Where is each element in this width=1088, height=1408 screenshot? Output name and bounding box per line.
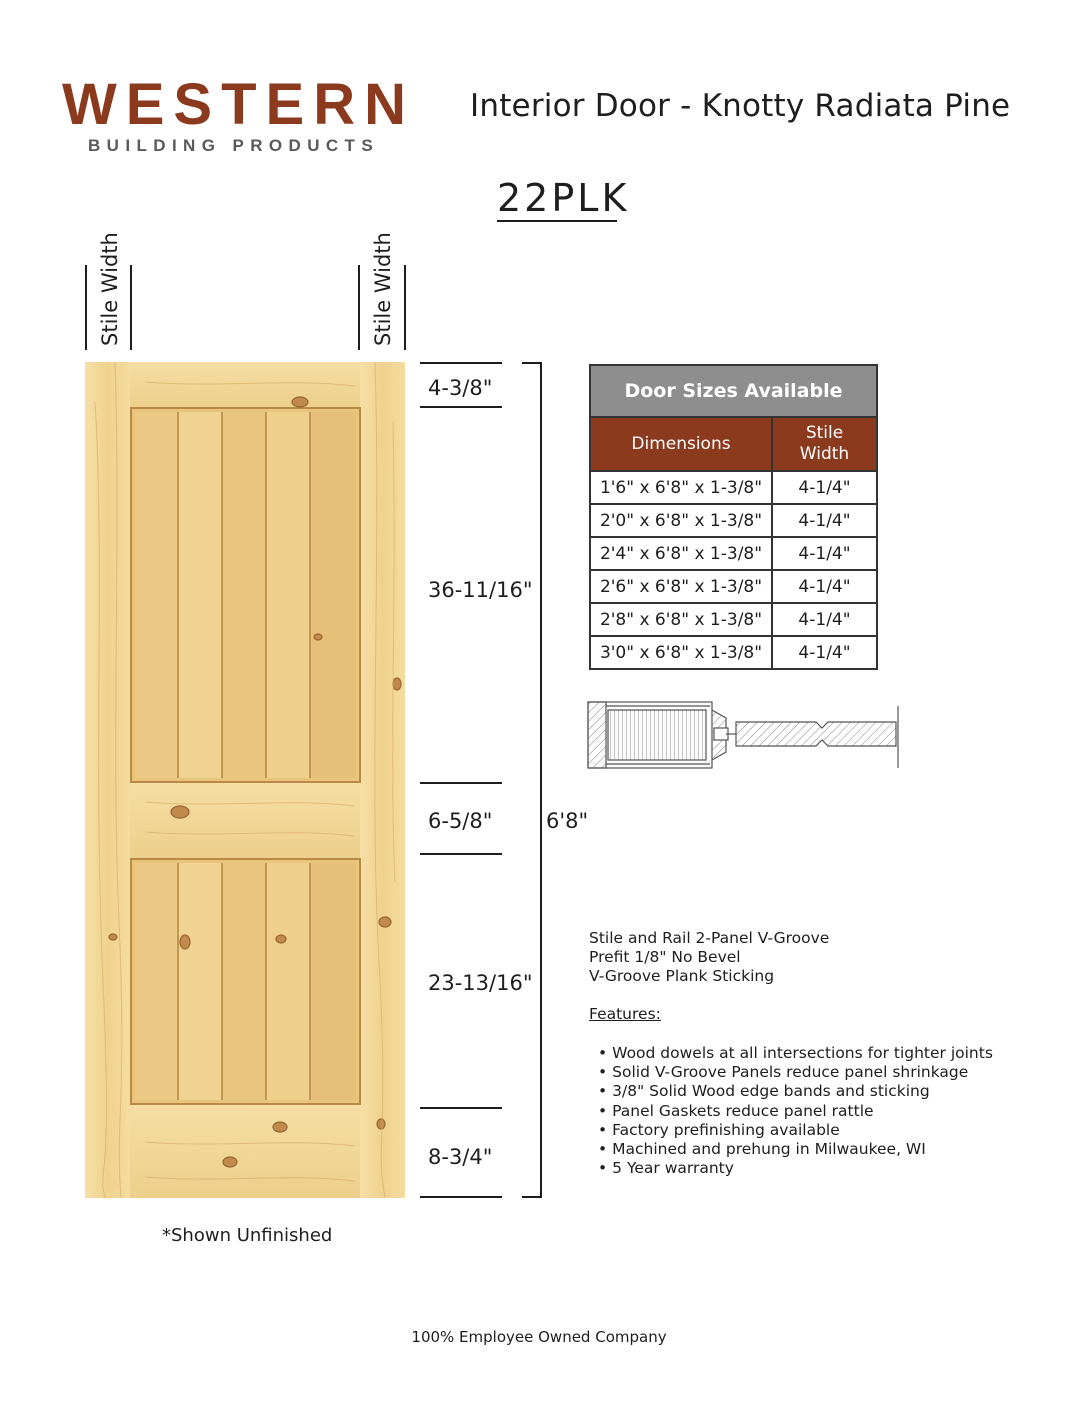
height-bracket-line (540, 362, 542, 1198)
dim-lower-panel: 23-13/16" (428, 971, 533, 995)
table-row (590, 471, 877, 504)
company-logo-wordmark: WESTERN (62, 72, 415, 137)
stile-marker-line (404, 265, 406, 350)
stile-width-label-right: Stile Width (371, 232, 395, 346)
table-cell-stile: 4-1/4" (772, 504, 877, 537)
list-item: • Solid V-Groove Panels reduce panel shrinkage (598, 1063, 993, 1082)
list-item: • Wood dowels at all intersections for tighter joints (598, 1044, 993, 1063)
table-header-dimensions: Dimensions (590, 417, 772, 471)
lower-panel (131, 859, 360, 1104)
features-heading: Features: (589, 1005, 661, 1023)
table-cell-stile: 4-1/4" (772, 537, 877, 570)
table-row (590, 636, 877, 669)
table-row (590, 537, 877, 570)
table-row (590, 603, 877, 636)
desc-line-1: Stile and Rail 2-Panel V-Groove (589, 929, 830, 947)
door-illustration (85, 362, 405, 1198)
table-cell-size: 2'0" x 6'8" x 1-3/8" (590, 504, 772, 537)
table-cell-stile: 4-1/4" (772, 570, 877, 603)
dimension-tick (420, 782, 502, 784)
left-stile (85, 362, 130, 1198)
dimension-tick (420, 406, 502, 408)
dim-overall-height: 6'8" (546, 809, 589, 833)
table-cell-size: 2'6" x 6'8" x 1-3/8" (590, 570, 772, 603)
features-list (598, 1044, 993, 1178)
table-cell-stile: 4-1/4" (772, 603, 877, 636)
desc-line-2: Prefit 1/8" No Bevel (589, 948, 741, 966)
table-cell-size: 3'0" x 6'8" x 1-3/8" (590, 636, 772, 669)
door-profile-cross-section (586, 698, 902, 772)
dim-bottom-rail: 8-3/4" (428, 1145, 493, 1169)
dim-lock-rail: 6-5/8" (428, 809, 493, 833)
lock-rail (130, 782, 360, 858)
model-number: 22PLK (497, 176, 630, 220)
table-row (590, 570, 877, 603)
list-item: • Machined and prehung in Milwaukee, WI (598, 1140, 993, 1159)
table-row (590, 504, 877, 537)
finish-note: *Shown Unfinished (162, 1225, 333, 1246)
door-sizes-table (589, 364, 878, 670)
upper-panel (131, 408, 360, 782)
footer-text: 100% Employee Owned Company (411, 1328, 667, 1346)
list-item: • 5 Year warranty (598, 1159, 993, 1178)
stile-marker-line (130, 265, 132, 350)
dim-upper-panel: 36-11/16" (428, 578, 533, 602)
table-cell-size: 2'8" x 6'8" x 1-3/8" (590, 603, 772, 636)
company-logo-tagline: BUILDING PRODUCTS (88, 136, 380, 155)
list-item: • Factory prefinishing available (598, 1121, 993, 1140)
stile-marker-line (358, 265, 360, 350)
list-item: • 3/8" Solid Wood edge bands and sticking (598, 1082, 993, 1101)
dim-top-rail: 4-3/8" (428, 376, 493, 400)
list-item: • Panel Gaskets reduce panel rattle (598, 1102, 993, 1121)
table-header-stile-width: Stile Width (772, 417, 877, 471)
dimension-tick (420, 362, 502, 364)
bottom-rail (130, 1104, 360, 1198)
dimension-tick (420, 853, 502, 855)
table-cell-size: 2'4" x 6'8" x 1-3/8" (590, 537, 772, 570)
page-title: Interior Door - Knotty Radiata Pine (470, 88, 1011, 124)
height-bracket-top (522, 362, 542, 364)
table-cell-stile: 4-1/4" (772, 636, 877, 669)
dimension-tick (420, 1107, 502, 1109)
top-rail (130, 362, 360, 408)
height-bracket-bottom (522, 1196, 542, 1198)
stile-marker-line (85, 265, 87, 350)
dimension-tick (420, 1196, 502, 1198)
table-cell-size: 1'6" x 6'8" x 1-3/8" (590, 471, 772, 504)
stile-width-label-left: Stile Width (98, 232, 122, 346)
desc-line-3: V-Groove Plank Sticking (589, 967, 775, 985)
table-cell-stile: 4-1/4" (772, 471, 877, 504)
table-title: Door Sizes Available (590, 365, 877, 417)
